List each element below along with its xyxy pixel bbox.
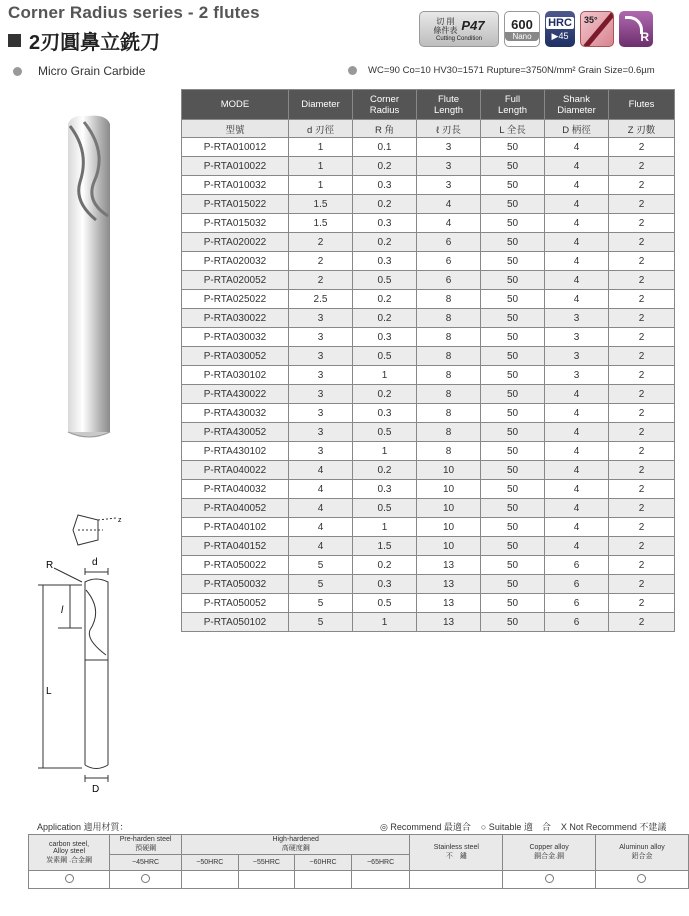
table-cell: P-RTA010012 xyxy=(182,138,289,157)
app-hh-range: ~55HRC xyxy=(238,855,295,871)
app-copper-header: Copper alloy 銅合金.銅 xyxy=(503,835,596,871)
feature-icons xyxy=(419,11,653,47)
app-hh-range: ~65HRC xyxy=(351,855,410,871)
table-row xyxy=(182,594,675,613)
nano-bottom: Nano xyxy=(505,32,539,41)
table-cell: 4 xyxy=(545,423,609,442)
table-cell: 4 xyxy=(545,404,609,423)
table-cell: 4 xyxy=(545,442,609,461)
table-cell: 50 xyxy=(481,347,545,366)
app-hh-rating xyxy=(182,871,239,889)
bullet-icon xyxy=(13,67,22,76)
spec-line xyxy=(348,65,655,76)
app-prehard-rating xyxy=(110,871,182,889)
bullet-icon xyxy=(348,66,357,75)
table-cell: 6 xyxy=(417,271,481,290)
table-cell: P-RTA010022 xyxy=(182,157,289,176)
table-cell: 50 xyxy=(481,556,545,575)
table-cell: 2 xyxy=(289,271,353,290)
table-cell: P-RTA040102 xyxy=(182,518,289,537)
table-cell: 3 xyxy=(545,366,609,385)
table-cell: 3 xyxy=(289,366,353,385)
table-cell: 0.3 xyxy=(353,575,417,594)
table-cell: 4 xyxy=(417,195,481,214)
table-cell: P-RTA430032 xyxy=(182,404,289,423)
table-cell: 50 xyxy=(481,252,545,271)
table-cell: 4 xyxy=(545,195,609,214)
table-cell: 0.2 xyxy=(353,290,417,309)
table-row xyxy=(182,518,675,537)
z-label: z xyxy=(118,517,122,524)
table-cell: 4 xyxy=(545,518,609,537)
table-row xyxy=(182,442,675,461)
table-cell: 3 xyxy=(417,176,481,195)
table-cell: 1.5 xyxy=(353,537,417,556)
condition-sub: Cutting Condition xyxy=(435,35,483,42)
col-header-shank-diameter: Shank Diameter xyxy=(545,90,609,120)
page-title-zh xyxy=(8,26,160,55)
table-cell: 2 xyxy=(289,233,353,252)
table-cell: 0.2 xyxy=(353,385,417,404)
table-cell: 4 xyxy=(417,214,481,233)
table-cell: 0.2 xyxy=(353,195,417,214)
table-cell: 2 xyxy=(609,271,675,290)
hrc-bottom: ▶45 xyxy=(551,30,569,41)
table-cell: 0.2 xyxy=(353,556,417,575)
table-row xyxy=(182,290,675,309)
table-cell: 50 xyxy=(481,271,545,290)
table-cell: 2 xyxy=(609,233,675,252)
table-cell: 3 xyxy=(289,347,353,366)
table-cell: 3 xyxy=(289,442,353,461)
table-cell: 2 xyxy=(609,480,675,499)
table-row xyxy=(182,176,675,195)
condition-code: P47 xyxy=(461,18,485,33)
title-zh-text: 2刃圓鼻立銑刀 xyxy=(29,32,161,54)
zh-header: R 角 xyxy=(353,120,417,138)
col-header-flute-length: Flute Length xyxy=(417,90,481,120)
app-aluminum-rating xyxy=(595,871,688,889)
table-cell: 2 xyxy=(609,575,675,594)
table-cell: 13 xyxy=(417,613,481,632)
table-cell: 0.3 xyxy=(353,176,417,195)
app-prehard-range: ~45HRC xyxy=(110,855,182,871)
table-cell: 50 xyxy=(481,366,545,385)
table-cell: 3 xyxy=(289,328,353,347)
table-row xyxy=(182,328,675,347)
table-cell: 2 xyxy=(609,613,675,632)
table-cell: 1.5 xyxy=(289,195,353,214)
table-cell: 0.3 xyxy=(353,252,417,271)
table-cell: 2 xyxy=(609,214,675,233)
table-cell: P-RTA030032 xyxy=(182,328,289,347)
table-cell: 5 xyxy=(289,575,353,594)
d-label: d xyxy=(92,557,98,568)
table-row xyxy=(182,423,675,442)
table-cell: 2 xyxy=(609,423,675,442)
table-cell: P-RTA430052 xyxy=(182,423,289,442)
legend-recommend: ◎ Recommend 最適合 xyxy=(380,822,471,832)
table-cell: 50 xyxy=(481,575,545,594)
table-cell: P-RTA010032 xyxy=(182,176,289,195)
app-highhard-header: High-hardened 高硬度鋼 xyxy=(182,835,410,855)
table-cell: 50 xyxy=(481,594,545,613)
table-cell: 4 xyxy=(545,176,609,195)
table-cell: 2 xyxy=(609,556,675,575)
table-cell: 0.2 xyxy=(353,309,417,328)
table-cell: 4 xyxy=(289,537,353,556)
table-row xyxy=(182,461,675,480)
table-cell: 0.3 xyxy=(353,328,417,347)
table-cell: 50 xyxy=(481,442,545,461)
table-row xyxy=(182,347,675,366)
table-cell: 2 xyxy=(609,290,675,309)
table-cell: 8 xyxy=(417,309,481,328)
page-title-en: Corner Radius series - 2 flutes xyxy=(8,3,260,22)
table-cell: 8 xyxy=(417,328,481,347)
table-cell: 50 xyxy=(481,423,545,442)
table-cell: 50 xyxy=(481,499,545,518)
table-row xyxy=(182,271,675,290)
app-hh-rating xyxy=(238,871,295,889)
table-cell: 1.5 xyxy=(289,214,353,233)
table-cell: 50 xyxy=(481,214,545,233)
table-cell: 2 xyxy=(609,404,675,423)
table-cell: 1 xyxy=(353,518,417,537)
nano-top: 600 xyxy=(511,17,533,32)
table-row xyxy=(182,537,675,556)
table-row xyxy=(182,157,675,176)
table-cell: 50 xyxy=(481,328,545,347)
zh-header: d 刃徑 xyxy=(289,120,353,138)
table-cell: 50 xyxy=(481,518,545,537)
table-row xyxy=(182,309,675,328)
table-cell: 0.3 xyxy=(353,404,417,423)
table-cell: 3 xyxy=(289,423,353,442)
table-cell: 1 xyxy=(289,138,353,157)
table-row xyxy=(182,499,675,518)
l-label: l xyxy=(61,605,64,616)
zh-header: 型號 xyxy=(182,120,289,138)
app-stainless-header: Stainless steel 不 鏽 xyxy=(410,835,503,871)
zh-header: L 全長 xyxy=(481,120,545,138)
table-cell: 2 xyxy=(609,537,675,556)
table-cell: 8 xyxy=(417,366,481,385)
table-cell: P-RTA030052 xyxy=(182,347,289,366)
corner-radius-icon xyxy=(619,11,653,47)
table-cell: 2 xyxy=(609,461,675,480)
table-cell: 2 xyxy=(609,138,675,157)
table-cell: P-RTA040022 xyxy=(182,461,289,480)
table-cell: 10 xyxy=(417,537,481,556)
grade-text: Micro Grain Carbide xyxy=(38,64,146,78)
table-cell: 3 xyxy=(545,347,609,366)
table-cell: 2 xyxy=(609,518,675,537)
table-row xyxy=(182,233,675,252)
table-cell: 1 xyxy=(289,157,353,176)
helix-angle-icon xyxy=(580,11,614,47)
app-prehard-header: Pre-harden steel 預硬鋼 xyxy=(110,835,182,855)
table-cell: 3 xyxy=(545,328,609,347)
table-row xyxy=(182,366,675,385)
app-stainless-rating xyxy=(410,871,503,889)
table-cell: 2 xyxy=(609,195,675,214)
table-cell: 50 xyxy=(481,537,545,556)
spec-text: WC=90 Co=10 HV30=1571 Rupture=3750N/mm² Grain Size=0.6µm xyxy=(368,65,655,76)
table-cell: 4 xyxy=(545,290,609,309)
legend-suitable: ○ Suitable 適 合 xyxy=(480,822,551,832)
table-cell: 4 xyxy=(545,233,609,252)
table-cell: P-RTA050052 xyxy=(182,594,289,613)
dimension-diagram xyxy=(28,510,128,800)
legend-not-recommend: X Not Recommend 不建議 xyxy=(560,822,667,832)
table-cell: 6 xyxy=(417,233,481,252)
table-cell: 50 xyxy=(481,385,545,404)
table-cell: 13 xyxy=(417,594,481,613)
table-cell: 1 xyxy=(353,442,417,461)
table-cell: 4 xyxy=(545,537,609,556)
app-hh-rating xyxy=(295,871,352,889)
col-header-full-length: Full Length xyxy=(481,90,545,120)
table-cell: 0.3 xyxy=(353,480,417,499)
table-cell: 6 xyxy=(545,575,609,594)
table-cell: 2 xyxy=(609,385,675,404)
cond-zh-2: 條件表 xyxy=(433,25,458,35)
col-header-flutes: Flutes xyxy=(609,90,675,120)
table-cell: 8 xyxy=(417,442,481,461)
table-cell: 3 xyxy=(289,309,353,328)
table-cell: 0.5 xyxy=(353,423,417,442)
table-cell: 4 xyxy=(289,461,353,480)
app-copper-rating xyxy=(503,871,596,889)
hrc-top: HRC xyxy=(548,16,572,29)
table-cell: P-RTA030102 xyxy=(182,366,289,385)
table-cell: 10 xyxy=(417,518,481,537)
table-cell: 0.2 xyxy=(353,233,417,252)
app-hh-range: ~60HRC xyxy=(295,855,352,871)
table-cell: P-RTA040152 xyxy=(182,537,289,556)
table-cell: 8 xyxy=(417,290,481,309)
table-cell: 4 xyxy=(545,385,609,404)
table-cell: P-RTA050032 xyxy=(182,575,289,594)
table-cell: P-RTA050022 xyxy=(182,556,289,575)
hrc-icon xyxy=(545,11,575,47)
table-cell: 4 xyxy=(289,518,353,537)
table-cell: P-RTA430022 xyxy=(182,385,289,404)
table-cell: 2.5 xyxy=(289,290,353,309)
suitable-circle-icon xyxy=(637,874,646,883)
table-cell: 5 xyxy=(289,613,353,632)
table-cell: 6 xyxy=(545,594,609,613)
spec-table xyxy=(181,89,675,632)
table-cell: 50 xyxy=(481,157,545,176)
table-cell: P-RTA020052 xyxy=(182,271,289,290)
app-carbon-header: carbon steel, Alloy steel 炭素鋼 .合金鋼 xyxy=(29,835,110,871)
table-cell: 2 xyxy=(609,499,675,518)
table-cell: 6 xyxy=(545,556,609,575)
table-cell: 50 xyxy=(481,613,545,632)
table-cell: 1 xyxy=(289,176,353,195)
table-cell: 4 xyxy=(545,157,609,176)
table-cell: 50 xyxy=(481,404,545,423)
table-cell: 4 xyxy=(545,252,609,271)
table-cell: 50 xyxy=(481,195,545,214)
table-cell: 4 xyxy=(289,480,353,499)
suitable-circle-icon xyxy=(65,874,74,883)
table-cell: 8 xyxy=(417,404,481,423)
table-cell: 2 xyxy=(609,366,675,385)
table-cell: 3 xyxy=(545,309,609,328)
square-bullet-icon xyxy=(8,34,21,47)
table-cell: 10 xyxy=(417,499,481,518)
app-carbon-rating xyxy=(29,871,110,889)
table-cell: 8 xyxy=(417,347,481,366)
table-row xyxy=(182,404,675,423)
table-cell: 13 xyxy=(417,556,481,575)
table-cell: 2 xyxy=(609,442,675,461)
table-cell: 50 xyxy=(481,176,545,195)
L-label: L xyxy=(46,686,52,697)
table-cell: 0.5 xyxy=(353,347,417,366)
zh-header: Z 刃數 xyxy=(609,120,675,138)
radius-label: R xyxy=(640,30,649,44)
table-cell: 0.3 xyxy=(353,214,417,233)
table-cell: 4 xyxy=(545,480,609,499)
table-cell: P-RTA040052 xyxy=(182,499,289,518)
table-cell: 3 xyxy=(289,404,353,423)
application-legend xyxy=(380,820,666,833)
zh-header: D 柄徑 xyxy=(545,120,609,138)
table-cell: 50 xyxy=(481,309,545,328)
table-cell: 4 xyxy=(289,499,353,518)
table-cell: 0.1 xyxy=(353,138,417,157)
end-mill-image xyxy=(60,112,120,442)
app-hh-range: ~50HRC xyxy=(182,855,239,871)
table-row xyxy=(182,195,675,214)
table-cell: 5 xyxy=(289,556,353,575)
nano-coating-icon xyxy=(504,11,540,47)
table-cell: 0.2 xyxy=(353,157,417,176)
table-cell: 3 xyxy=(417,157,481,176)
D-label: D xyxy=(92,784,100,795)
table-cell: P-RTA020032 xyxy=(182,252,289,271)
table-cell: 13 xyxy=(417,575,481,594)
r-label: R xyxy=(46,560,54,571)
table-cell: 0.2 xyxy=(353,461,417,480)
table-cell: 0.5 xyxy=(353,499,417,518)
zh-header: ℓ 刃長 xyxy=(417,120,481,138)
table-cell: P-RTA030022 xyxy=(182,309,289,328)
table-cell: P-RTA040032 xyxy=(182,480,289,499)
app-aluminum-header: Aluminun alloy 鋁合金 xyxy=(595,835,688,871)
table-row xyxy=(182,252,675,271)
cond-zh-1: 切 削 xyxy=(436,16,455,26)
table-cell: P-RTA025022 xyxy=(182,290,289,309)
table-cell: 1 xyxy=(353,613,417,632)
application-label: Application 適用材質： xyxy=(37,822,129,832)
table-row xyxy=(182,556,675,575)
table-cell: 1 xyxy=(353,366,417,385)
table-cell: 50 xyxy=(481,290,545,309)
helix-value: 35° xyxy=(584,15,598,25)
table-cell: 4 xyxy=(545,138,609,157)
table-cell: P-RTA430102 xyxy=(182,442,289,461)
table-cell: 2 xyxy=(609,347,675,366)
table-cell: 2 xyxy=(609,252,675,271)
table-cell: 5 xyxy=(289,594,353,613)
suitable-circle-icon xyxy=(545,874,554,883)
table-cell: 50 xyxy=(481,233,545,252)
table-row xyxy=(182,138,675,157)
table-cell: 4 xyxy=(545,499,609,518)
table-cell: 6 xyxy=(545,613,609,632)
table-cell: 4 xyxy=(545,214,609,233)
table-cell: 10 xyxy=(417,461,481,480)
table-cell: 50 xyxy=(481,480,545,499)
suitable-circle-icon xyxy=(141,874,150,883)
table-cell: 2 xyxy=(609,176,675,195)
table-cell: 2 xyxy=(609,328,675,347)
table-cell: 6 xyxy=(417,252,481,271)
col-header-corner-radius: Corner Radius xyxy=(353,90,417,120)
table-row xyxy=(182,480,675,499)
cutting-condition-icon[interactable] xyxy=(419,11,499,47)
table-cell: 0.5 xyxy=(353,271,417,290)
table-cell: 10 xyxy=(417,480,481,499)
table-cell: 0.5 xyxy=(353,594,417,613)
table-cell: 2 xyxy=(609,594,675,613)
table-cell: 50 xyxy=(481,138,545,157)
table-cell: 2 xyxy=(609,309,675,328)
table-cell: P-RTA015032 xyxy=(182,214,289,233)
table-cell: 4 xyxy=(545,461,609,480)
table-cell: P-RTA050102 xyxy=(182,613,289,632)
table-row xyxy=(182,385,675,404)
table-cell: 50 xyxy=(481,461,545,480)
table-cell: 3 xyxy=(417,138,481,157)
application-table xyxy=(28,834,689,889)
table-row xyxy=(182,214,675,233)
table-cell: P-RTA015022 xyxy=(182,195,289,214)
col-header-diameter: Diameter xyxy=(289,90,353,120)
table-cell: 4 xyxy=(545,271,609,290)
table-cell: 8 xyxy=(417,423,481,442)
table-row xyxy=(182,613,675,632)
table-cell: 2 xyxy=(289,252,353,271)
table-cell: 3 xyxy=(289,385,353,404)
table-row xyxy=(182,575,675,594)
col-header-mode: MODE xyxy=(182,90,289,120)
table-cell: P-RTA020022 xyxy=(182,233,289,252)
table-cell: 2 xyxy=(609,157,675,176)
table-cell: 8 xyxy=(417,385,481,404)
grade-line xyxy=(13,64,145,78)
app-hh-rating xyxy=(351,871,410,889)
